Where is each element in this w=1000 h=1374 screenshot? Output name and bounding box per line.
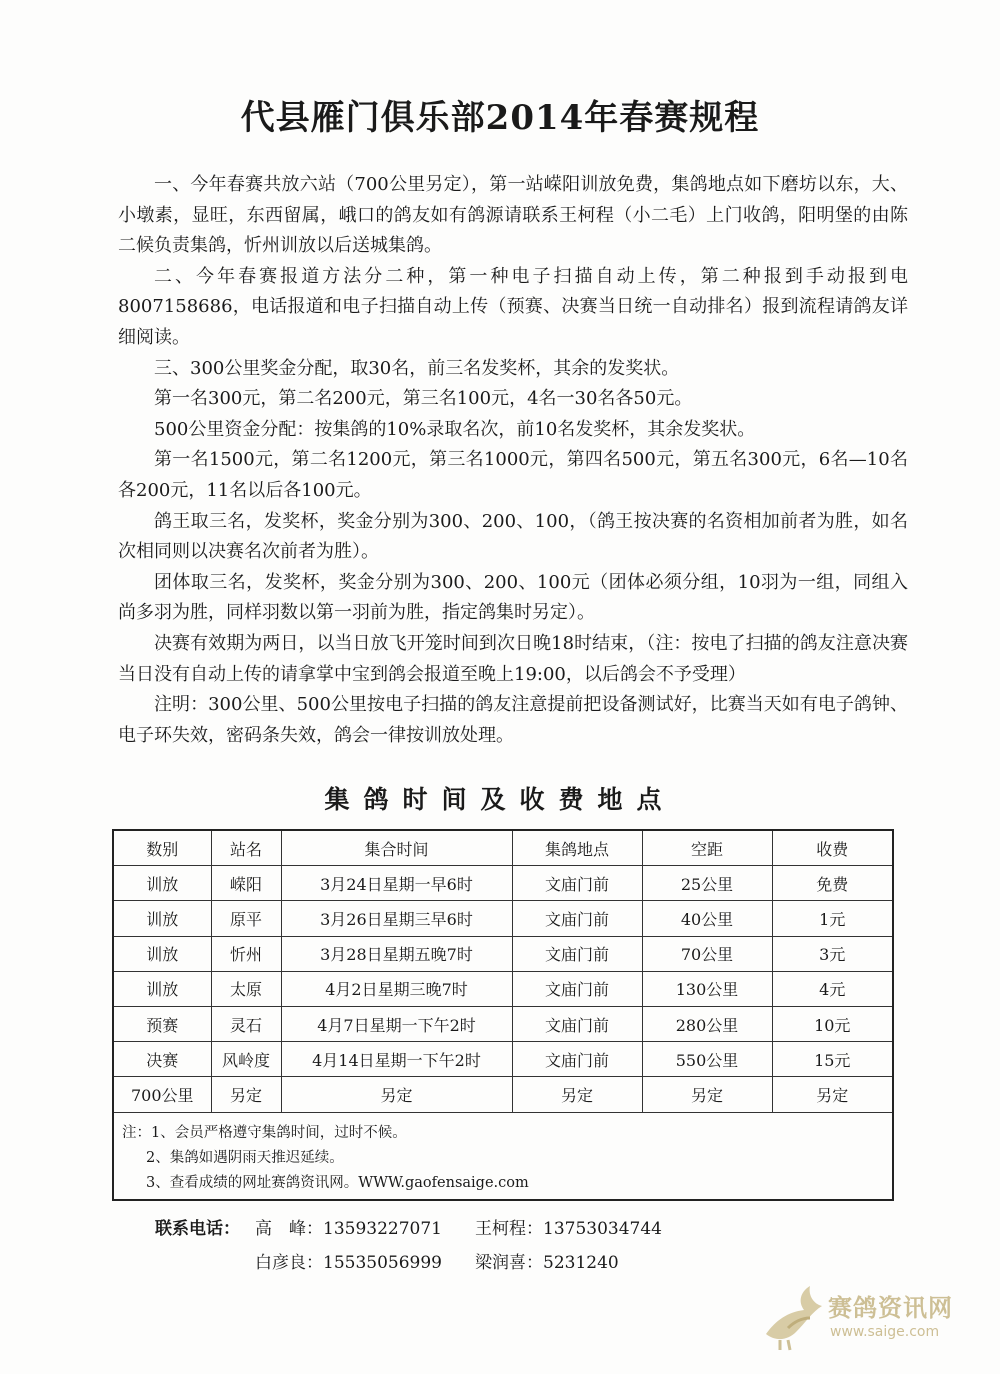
table-cell: 3月28日星期五晚7时	[281, 936, 512, 971]
table-cell: 灵石	[211, 1006, 281, 1041]
contact-phone: 15535056999	[323, 1253, 442, 1273]
table-cell: 预赛	[114, 1006, 211, 1041]
watermark-url: www.saige.com	[830, 1324, 940, 1340]
table-cell: 文庙门前	[512, 1042, 642, 1077]
header-cell: 数别	[114, 831, 211, 866]
table-header-row	[114, 831, 892, 866]
table-cell: 550公里	[642, 1042, 772, 1077]
table-row	[114, 866, 892, 901]
table-cell: 40公里	[642, 901, 772, 936]
rule-paragraph: 鸽王取三名，发奖杯，奖金分别为300、200、100，（鸽王按决赛的名资相加前者为胜，如名次相同则以决赛名次前者为胜）。	[118, 510, 908, 563]
table-cell: 文庙门前	[512, 971, 642, 1006]
rule-paragraph: 一、今年春赛共放六站（700公里另定），第一站嵘阳训放免费，集鸽地点如下磨坊以东，大、小墩素，显旺，东西留属，峨口的鸽友如有鸽源请联系王柯程（小二毛）上门收鸽，阳明堡的由陈二候负责集鸽，忻州训放以后送城集鸽。	[118, 174, 908, 257]
table-row	[114, 936, 892, 971]
table-cell: 4月2日星期三晚7时	[281, 971, 512, 1006]
contact-block	[155, 1212, 695, 1280]
schedule-box	[112, 829, 894, 1201]
table-row	[114, 1042, 892, 1077]
note-line: 注：1、会员严格遵守集鸽时间，过时不候。	[122, 1124, 407, 1141]
table-cell: 3元	[772, 936, 892, 971]
table-row	[114, 1077, 892, 1112]
header-cell: 集鸽地点	[512, 831, 642, 866]
rule-paragraph: 第一名300元，第二名200元，第三名100元，4名一30名各50元。	[154, 388, 693, 410]
rule-paragraph: 团体取三名，发奖杯，奖金分别为300、200、100元（团体必须分组，10羽为一组，同组入尚多羽为胜，同样羽数以第一羽前为胜，指定鸽集时另定）。	[118, 571, 908, 624]
table-cell: 文庙门前	[512, 1006, 642, 1041]
table-cell: 另定	[642, 1077, 772, 1112]
table-cell: 4元	[772, 971, 892, 1006]
table-cell: 训放	[114, 936, 211, 971]
schedule-notes	[114, 1113, 892, 1196]
contact-name: 白彦良：	[255, 1253, 323, 1273]
table-cell: 太原	[211, 971, 281, 1006]
table-row	[114, 971, 892, 1006]
table-cell: 另定	[512, 1077, 642, 1112]
contact-label: 联系电话：	[155, 1219, 240, 1239]
table-cell: 另定	[211, 1077, 281, 1112]
table-cell: 嵘阳	[211, 866, 281, 901]
contact-phone: 13593227071	[323, 1219, 442, 1239]
contact-name: 梁润喜：	[475, 1253, 543, 1273]
contact-phone: 13753034744	[543, 1219, 662, 1239]
table-cell: 原平	[211, 901, 281, 936]
table-cell: 决赛	[114, 1042, 211, 1077]
header-cell: 站名	[211, 831, 281, 866]
table-cell: 忻州	[211, 936, 281, 971]
rule-paragraph: 决赛有效期为两日，以当日放飞开笼时间到次日晚18时结束，（注：按电了扫描的鸽友注意决赛当日没有自动上传的请拿掌中宝到鸽会报道至晚上19:00，以后鸽会不予受理）	[118, 632, 908, 685]
contact-phone: 5231240	[543, 1253, 619, 1273]
table-cell: 280公里	[642, 1006, 772, 1041]
table-cell: 3月26日星期三早6时	[281, 901, 512, 936]
table-row	[114, 1006, 892, 1041]
note-line: 2、集鸽如遇阴雨天推迟延续。	[146, 1149, 344, 1166]
table-cell: 免费	[772, 866, 892, 901]
schedule-title: 集鸽时间及收费地点	[324, 785, 676, 814]
header-cell: 集合时间	[281, 831, 512, 866]
table-cell: 1元	[772, 901, 892, 936]
table-cell: 文庙门前	[512, 936, 642, 971]
header-cell: 收费	[772, 831, 892, 866]
table-cell: 训放	[114, 866, 211, 901]
table-cell: 文庙门前	[512, 866, 642, 901]
table-cell: 130公里	[642, 971, 772, 1006]
rule-paragraph: 500公里资金分配：按集鸽的10%录取名次，前10名发奖杯，其余发奖状。	[154, 418, 756, 440]
table-cell: 文庙门前	[512, 901, 642, 936]
site-watermark	[758, 1282, 978, 1362]
contact-name: 高 峰：	[255, 1219, 323, 1239]
contact-row	[155, 1246, 695, 1280]
table-cell: 10元	[772, 1006, 892, 1041]
table-cell: 另定	[772, 1077, 892, 1112]
table-cell: 训放	[114, 971, 211, 1006]
schedule-table	[114, 831, 892, 1113]
table-cell: 15元	[772, 1042, 892, 1077]
rules-body	[118, 170, 908, 751]
table-cell: 另定	[281, 1077, 512, 1112]
table-cell: 风岭度	[211, 1042, 281, 1077]
contact-row	[155, 1212, 695, 1246]
table-row	[114, 901, 892, 936]
pigeon-logo-icon	[758, 1282, 828, 1352]
rule-paragraph: 注明：300公里、500公里按电子扫描的鸽友注意提前把设备测试好，比赛当天如有电子鸽钟、电子环失效，密码条失效，鸽会一律按训放处理。	[118, 694, 908, 746]
rule-paragraph: 第一名1500元，第二名1200元，第三名1000元，第四名500元，第五名300元，6名—10名各200元，11名以后各100元。	[118, 449, 908, 501]
table-cell: 700公里	[114, 1077, 211, 1112]
table-cell: 4月14日星期一下午2时	[281, 1042, 512, 1077]
rule-paragraph: 二、今年春赛报道方法分二种，第一种电子扫描自动上传，第二种报到手动报到电8007158686，电话报道和电子扫描自动上传（预赛、决赛当日统一自动排名）报到流程请鸽友详细阅读。	[118, 265, 908, 348]
contact-name: 王柯程：	[475, 1219, 543, 1239]
watermark-text: 赛鸽资讯网	[828, 1294, 953, 1322]
table-cell: 训放	[114, 901, 211, 936]
rule-paragraph: 三、300公里奖金分配，取30名，前三名发奖杯，其余的发奖状。	[154, 357, 680, 379]
table-cell: 4月7日星期一下午2时	[281, 1006, 512, 1041]
document-title: 代县雁门俱乐部2014年春赛规程	[240, 98, 760, 138]
table-cell: 70公里	[642, 936, 772, 971]
note-line: 3、查看成绩的网址赛鸽资讯网。WWW.gaofensaige.com	[146, 1174, 529, 1191]
table-cell: 25公里	[642, 866, 772, 901]
table-cell: 3月24日星期一早6时	[281, 866, 512, 901]
header-cell: 空距	[642, 831, 772, 866]
